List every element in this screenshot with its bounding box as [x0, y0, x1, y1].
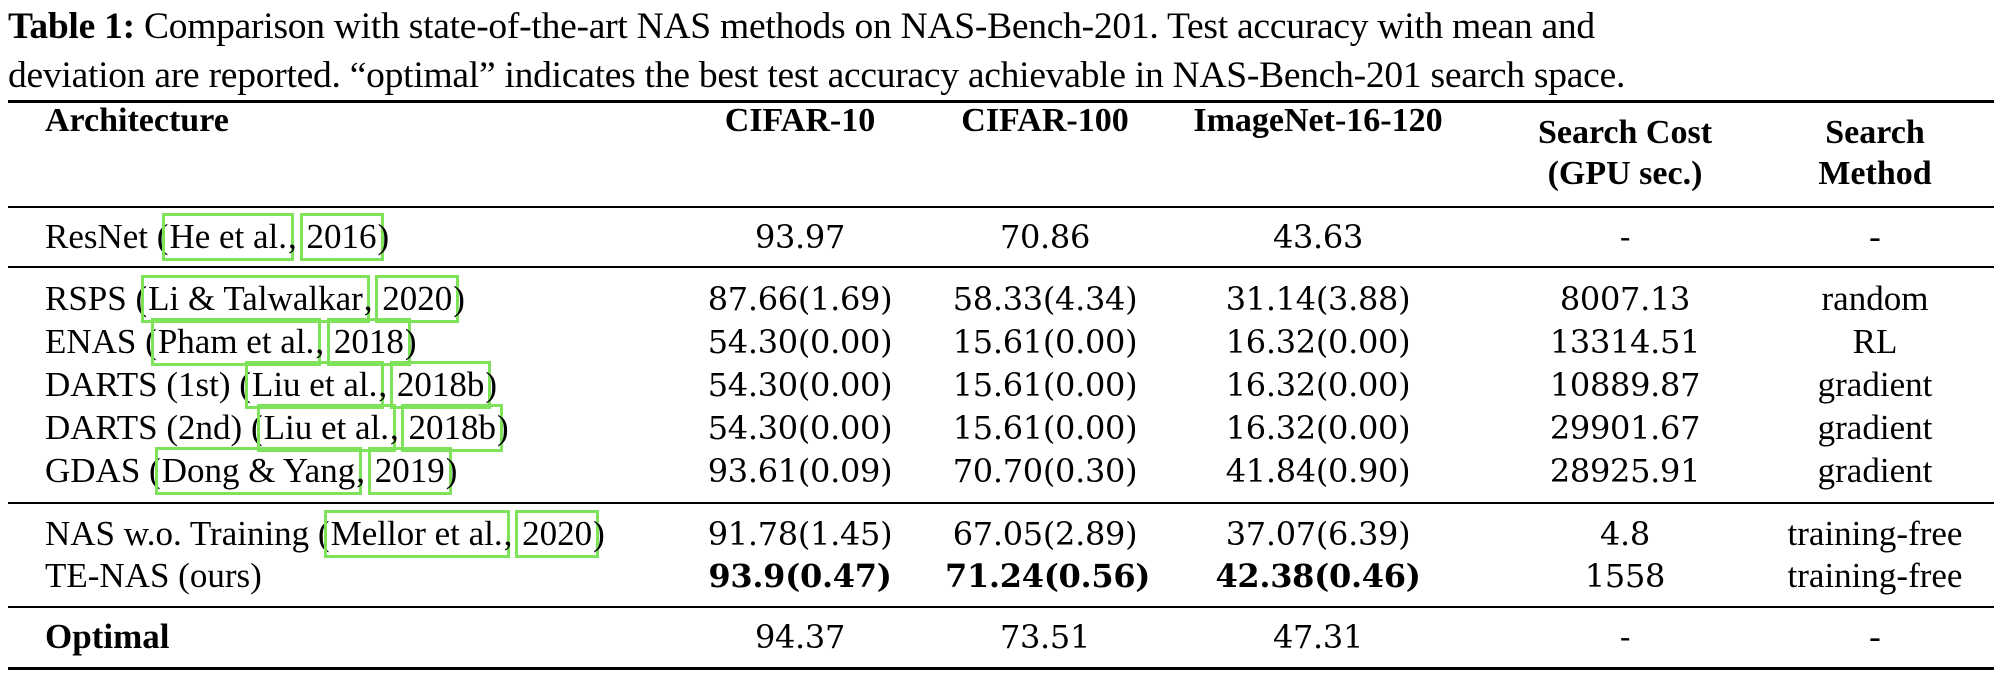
- search-cost-cell: 13314.51: [1549, 323, 1701, 361]
- imagenet-cell: 43.63: [1272, 218, 1364, 256]
- cite-close: ): [404, 322, 417, 361]
- cifar100-cell: 71.24(0.56): [945, 557, 1151, 595]
- group-rule-1: [8, 266, 1994, 268]
- search-method-cell: training-free: [1787, 556, 1963, 595]
- table-row: [0, 216, 2000, 258]
- cite-close: ): [377, 217, 390, 256]
- citation-author-link[interactable]: Li & Talwalkar: [148, 279, 363, 318]
- header-architecture: Architecture: [45, 102, 229, 139]
- imagenet-cell: 37.07(6.39): [1225, 515, 1411, 553]
- search-method-cell: RL: [1852, 322, 1898, 361]
- group-rule-2: [8, 502, 1994, 504]
- cite-sep: ,: [389, 408, 408, 447]
- cite-sep: ,: [288, 217, 306, 256]
- cifar10-cell: 93.97: [754, 218, 846, 256]
- table-row: [0, 513, 2000, 555]
- header-search-cost-line2: (GPU sec.): [1547, 155, 1703, 192]
- cite-sep: ,: [378, 365, 396, 404]
- imagenet-cell: 41.84(0.90): [1225, 452, 1411, 490]
- citation-year-link[interactable]: 2019: [374, 451, 445, 490]
- cite-close: ): [453, 279, 465, 318]
- search-cost-cell: 29901.67: [1549, 409, 1701, 447]
- cifar100-cell: 58.33(4.34): [952, 280, 1138, 318]
- citation-year-link[interactable]: 2018b: [408, 408, 496, 447]
- citation-year-link[interactable]: 2020: [522, 514, 593, 553]
- cifar100-cell: 15.61(0.00): [952, 409, 1138, 447]
- cifar100-cell: 70.86: [999, 218, 1091, 256]
- search-cost-cell: -: [1619, 618, 1631, 656]
- citation-author-link[interactable]: He et al.: [169, 217, 288, 256]
- cite-sep: ,: [363, 279, 382, 318]
- table-row: [0, 278, 2000, 320]
- header-rule: [8, 206, 1994, 208]
- header-imagenet: ImageNet-16-120: [1193, 102, 1443, 139]
- imagenet-cell: 16.32(0.00): [1225, 323, 1411, 361]
- search-method-cell: training-free: [1787, 514, 1963, 553]
- arch-name: RSPS (: [45, 279, 148, 318]
- cite-sep: ,: [315, 322, 333, 361]
- citation-author-link[interactable]: Dong & Yang: [161, 451, 356, 490]
- citation-author-link[interactable]: Pham et al.: [157, 322, 315, 361]
- arch-name: NAS w.o. Training (: [45, 514, 330, 553]
- architecture-cell: [45, 364, 497, 406]
- cite-close: ): [485, 365, 497, 404]
- imagenet-cell: 16.32(0.00): [1225, 409, 1411, 447]
- arch-name: GDAS (: [45, 451, 161, 490]
- search-method-cell: gradient: [1817, 365, 1933, 404]
- header-search-method-line1: Search: [1825, 114, 1925, 151]
- architecture-cell: [45, 278, 465, 320]
- search-cost-cell: 1558: [1584, 557, 1666, 595]
- citation-author-link[interactable]: Mellor et al.: [330, 514, 503, 553]
- architecture-cell: [45, 513, 605, 555]
- group-rule-3: [8, 606, 1994, 608]
- cifar10-cell: 54.30(0.00): [707, 323, 893, 361]
- cifar10-cell: 54.30(0.00): [707, 409, 893, 447]
- arch-name: DARTS (2nd) (: [45, 408, 263, 447]
- cifar10-cell: 93.9(0.47): [708, 557, 892, 595]
- search-method-cell: gradient: [1817, 451, 1933, 490]
- cifar10-cell: 54.30(0.00): [707, 366, 893, 404]
- cifar100-cell: 67.05(2.89): [952, 515, 1138, 553]
- caption-label: Table 1:: [8, 6, 135, 47]
- cifar10-cell: 91.78(1.45): [707, 515, 893, 553]
- search-cost-cell: 8007.13: [1559, 280, 1691, 318]
- header-search-method-line2: Method: [1818, 155, 1932, 192]
- search-cost-cell: 4.8: [1600, 515, 1650, 553]
- citation-author-link[interactable]: Liu et al.: [251, 365, 378, 404]
- imagenet-cell: 16.32(0.00): [1225, 366, 1411, 404]
- bottom-rule: [8, 667, 1994, 670]
- architecture-cell: Optimal: [45, 617, 170, 656]
- cite-close: ): [445, 451, 458, 490]
- arch-name: DARTS (1st) (: [45, 365, 251, 404]
- table-row: [0, 407, 2000, 449]
- architecture-cell: TE-NAS (ours): [45, 556, 262, 595]
- cifar100-cell: 70.70(0.30): [952, 452, 1138, 490]
- header-search-cost-line1: Search Cost: [1537, 114, 1713, 151]
- cifar10-cell: 87.66(1.69): [707, 280, 893, 318]
- header-cifar10: CIFAR-10: [724, 102, 876, 139]
- cifar10-cell: 93.61(0.09): [707, 452, 893, 490]
- citation-year-link[interactable]: 2016: [306, 217, 377, 256]
- citation-author-link[interactable]: Liu et al.: [263, 408, 389, 447]
- architecture-cell: [45, 321, 416, 363]
- cifar100-cell: 73.51: [999, 618, 1091, 656]
- architecture-cell: [45, 450, 457, 492]
- table-caption: [8, 2, 1998, 100]
- citation-year-link[interactable]: 2018: [333, 322, 404, 361]
- architecture-cell: [45, 407, 509, 449]
- architecture-cell: [45, 216, 389, 258]
- search-cost-cell: -: [1619, 218, 1631, 256]
- caption-line-2: deviation are reported. “optimal” indicates the best test accuracy achievable in NAS-Bench-201 search space.: [8, 55, 1626, 96]
- header-search-cost: [1500, 112, 1750, 194]
- search-method-cell: random: [1821, 279, 1929, 318]
- header-search-method: [1765, 112, 1985, 194]
- citation-year-link[interactable]: 2020: [382, 279, 453, 318]
- table-row: [0, 555, 2000, 597]
- cite-sep: ,: [356, 451, 374, 490]
- search-method-cell: -: [1869, 617, 1881, 656]
- imagenet-cell: 42.38(0.46): [1215, 557, 1421, 595]
- cifar100-cell: 15.61(0.00): [952, 366, 1138, 404]
- search-method-cell: -: [1869, 217, 1881, 256]
- arch-name: ENAS (: [45, 322, 157, 361]
- table-row: [0, 321, 2000, 363]
- table-row: [0, 364, 2000, 406]
- table-row: [0, 450, 2000, 492]
- cite-close: ): [593, 514, 605, 553]
- search-cost-cell: 28925.91: [1549, 452, 1701, 490]
- header-cifar100: CIFAR-100: [961, 102, 1129, 139]
- caption-line-1: [8, 2, 1998, 51]
- arch-name: ResNet (: [45, 217, 169, 256]
- cifar10-cell: 94.37: [754, 618, 846, 656]
- citation-year-link[interactable]: 2018b: [396, 365, 485, 404]
- search-cost-cell: 10889.87: [1549, 366, 1701, 404]
- caption-text-1: Comparison with state-of-the-art NAS methods on NAS-Bench-201. Test accuracy with mean and: [134, 6, 1595, 47]
- table-row: [0, 616, 2000, 658]
- cite-sep: ,: [503, 514, 522, 553]
- search-method-cell: gradient: [1817, 408, 1933, 447]
- cifar100-cell: 15.61(0.00): [952, 323, 1138, 361]
- cite-close: ): [496, 408, 509, 447]
- imagenet-cell: 47.31: [1272, 618, 1364, 656]
- imagenet-cell: 31.14(3.88): [1225, 280, 1411, 318]
